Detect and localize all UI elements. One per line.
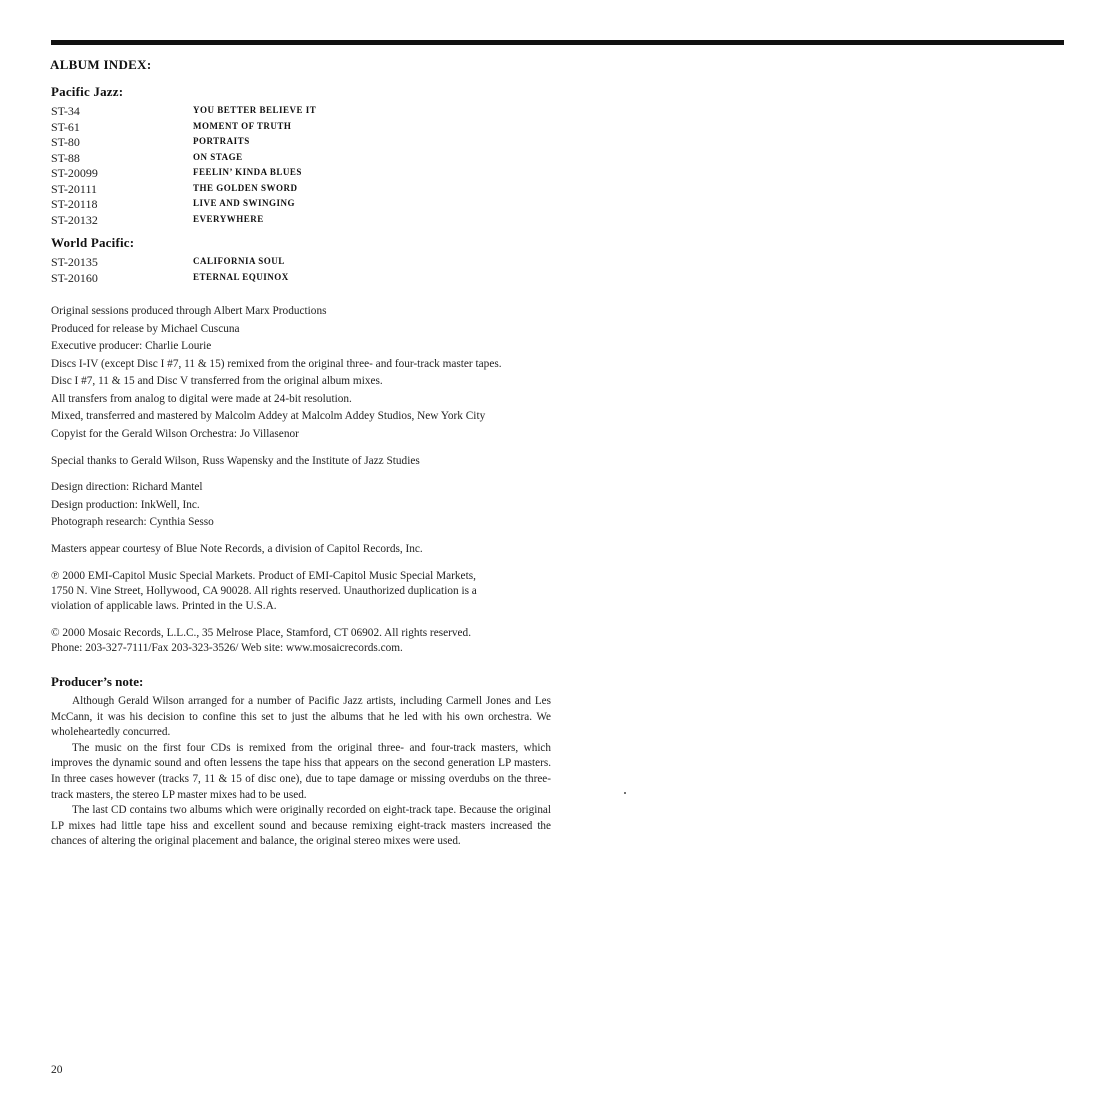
masters-courtesy: Masters appear courtesy of Blue Note Records, a division of Capitol Records, Inc. — [51, 543, 423, 555]
album-title: EVERYWHERE — [193, 213, 264, 224]
album-row — [51, 104, 451, 120]
album-catalog-number: ST-20099 — [51, 166, 98, 180]
design-credit-line: Design direction: Richard Mantel — [51, 481, 203, 493]
album-row — [51, 135, 451, 151]
world-pacific-heading: World Pacific: — [51, 235, 135, 250]
album-catalog-number: ST-34 — [51, 104, 80, 118]
album-index-title: ALBUM INDEX: — [50, 57, 152, 72]
album-row — [51, 255, 451, 271]
special-thanks: Special thanks to Gerald Wilson, Russ Wapensky and the Institute of Jazz Studies — [51, 455, 420, 467]
producer-note-paragraph: Although Gerald Wilson arranged for a number of Pacific Jazz artists, including Carmell Jones and Les McCann, it was his decision to confine this set to just the albums that he led with his own orchestra. We wholeheartedly concurred. — [51, 695, 551, 739]
album-row — [51, 166, 451, 182]
album-title: THE GOLDEN SWORD — [193, 182, 298, 193]
producer-note-heading: Producer’s note: — [51, 674, 144, 689]
top-rule — [51, 40, 1064, 45]
credit-line: Produced for release by Michael Cuscuna — [51, 322, 240, 335]
legal-line: 1750 N. Vine Street, Hollywood, CA 90028. All rights reserved. Unauthorized duplication is a — [51, 585, 477, 597]
album-catalog-number: ST-80 — [51, 135, 80, 149]
producer-note-paragraph: The music on the first four CDs is remixed from the original three- and four-track masters, which improves the dynamic sound and often lessens the tape hiss that appears on the second generation LP masters. In three cases however (tracks 7, 11 & 15 of disc one), due to tape damage or missing overdubs on the three-track masters, the stereo LP master mixes had to be used. — [51, 741, 551, 801]
album-catalog-number: ST-20135 — [51, 255, 98, 269]
pacific-jazz-heading: Pacific Jazz: — [51, 84, 124, 99]
design-credit-line: Design production: InkWell, Inc. — [51, 498, 200, 511]
credit-line: Discs I-IV (except Disc I #7, 11 & 15) remixed from the original three- and four-track master tapes. — [51, 357, 502, 370]
album-row — [51, 151, 451, 167]
producer-note-paragraph: The last CD contains two albums which were originally recorded on eight-track tape. Because the original LP mixes had little tape hiss and excellent sound and because remixing eight-track masters increased the chances of altering the original placement and balance, the original stereo mixes were used. — [51, 804, 551, 848]
copyright-notice — [51, 626, 611, 656]
album-title: PORTRAITS — [193, 136, 250, 146]
album-title: ON STAGE — [193, 151, 243, 162]
print-speck — [624, 792, 626, 794]
credit-line: All transfers from analog to digital were made at 24-bit resolution. — [51, 392, 352, 405]
producer-note-body — [51, 694, 551, 850]
album-catalog-number: ST-61 — [51, 119, 80, 134]
credits-block — [51, 303, 611, 443]
album-title: FEELIN’ KINDA BLUES — [193, 167, 302, 177]
album-catalog-number: ST-20118 — [51, 197, 98, 211]
album-title: LIVE AND SWINGING — [193, 198, 296, 208]
design-credit-line: Photograph research: Cynthia Sesso — [51, 516, 214, 528]
album-row — [51, 197, 451, 213]
album-title: CALIFORNIA SOUL — [193, 256, 285, 266]
credit-line: Original sessions produced through Albert Marx Productions — [51, 305, 327, 317]
album-catalog-number: ST-20132 — [51, 212, 98, 227]
album-title: YOU BETTER BELIEVE IT — [193, 105, 317, 115]
phonogram-notice — [51, 569, 611, 614]
thanks-block — [51, 453, 611, 471]
album-catalog-number: ST-20160 — [51, 271, 98, 285]
album-row — [51, 182, 451, 198]
design-credits-block — [51, 479, 611, 532]
legal-line: ℗ 2000 EMI-Capitol Music Special Markets. Product of EMI-Capitol Music Special Markets, — [51, 570, 476, 582]
credit-line: Copyist for the Gerald Wilson Orchestra: Jo Villasenor — [51, 427, 299, 440]
album-row — [51, 213, 451, 229]
album-row — [51, 271, 451, 287]
album-row — [51, 120, 451, 136]
masters-block — [51, 541, 611, 559]
legal-line: Phone: 203-327-7111/Fax 203-323-3526/ Web site: www.mosaicrecords.com. — [51, 642, 403, 654]
album-catalog-number: ST-88 — [51, 150, 80, 165]
album-title: MOMENT OF TRUTH — [193, 120, 292, 131]
legal-line: violation of applicable laws. Printed in the U.S.A. — [51, 600, 277, 612]
page-number: 20 — [51, 1064, 63, 1076]
album-catalog-number: ST-20111 — [51, 181, 98, 196]
legal-line: © 2000 Mosaic Records, L.L.C., 35 Melrose Place, Stamford, CT 06902. All rights reserved. — [51, 627, 472, 639]
album-title: ETERNAL EQUINOX — [193, 272, 289, 282]
credit-line: Mixed, transferred and mastered by Malcolm Addey at Malcolm Addey Studios, New York City — [51, 410, 486, 422]
credit-line: Disc I #7, 11 & 15 and Disc V transferred from the original album mixes. — [51, 375, 383, 387]
credit-line: Executive producer: Charlie Lourie — [51, 340, 212, 352]
